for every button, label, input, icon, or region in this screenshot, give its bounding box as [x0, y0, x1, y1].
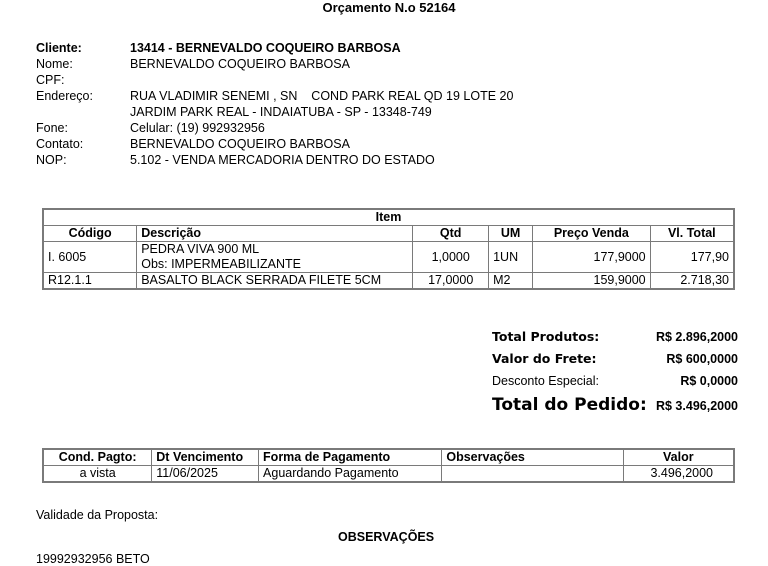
cliente-value: 13414 - BERNEVALDO COQUEIRO BARBOSA — [130, 41, 401, 55]
fone-value: Celular: (19) 992932956 — [130, 121, 265, 135]
col-preco: Preço Venda — [533, 226, 651, 242]
item-descricao: BASALTO BLACK SERRADA FILETE 5CM — [137, 273, 413, 290]
item-qtd: 17,0000 — [413, 273, 489, 290]
totals-block — [492, 326, 738, 419]
client-row — [36, 40, 513, 56]
payment-table — [42, 448, 735, 483]
col-forma-pagamento: Forma de Pagamento — [259, 449, 442, 466]
nome-value: BERNEVALDO COQUEIRO BARBOSA — [130, 57, 350, 71]
item-descricao-text: PEDRA VIVA 900 ML — [141, 242, 260, 256]
client-info — [36, 40, 513, 168]
nop-row — [36, 152, 513, 168]
observacoes-title: OBSERVAÇÕES — [338, 530, 435, 544]
total-pedido-row — [492, 392, 738, 419]
endereco-line1: RUA VLADIMIR SENEMI , SN COND PARK REAL QD 19 LOTE 20 — [130, 89, 514, 103]
nop-value: 5.102 - VENDA MERCADORIA DENTRO DO ESTADO — [130, 153, 435, 167]
frete-label: Valor do Frete: — [492, 351, 597, 366]
cliente-label: Cliente: — [36, 41, 82, 55]
nome-label: Nome: — [36, 57, 73, 71]
desconto-row — [492, 370, 738, 392]
col-total: Vl. Total — [650, 226, 734, 242]
cpf-value — [130, 72, 513, 88]
endereco-label: Endereço: — [36, 89, 93, 103]
validade-label: Validade da Proposta: — [36, 508, 159, 522]
table-row — [43, 466, 734, 483]
total-pedido-label: Total do Pedido: — [492, 395, 647, 415]
cpf-row — [36, 72, 513, 88]
page-title: Orçamento N.o 52164 — [322, 0, 456, 15]
endereco-row — [36, 88, 513, 120]
observacoes-text: 19992932956 BETO — [36, 552, 150, 566]
item-preco: 177,9000 — [533, 242, 651, 273]
col-cond-pagto: Cond. Pagto: — [43, 449, 152, 466]
total-produtos-row — [492, 326, 738, 348]
item-um: 1UN — [489, 242, 533, 273]
desconto-value: R$ 0,0000 — [680, 374, 738, 388]
col-vencimento: Dt Vencimento — [152, 449, 259, 466]
col-descricao: Descrição — [137, 226, 413, 242]
nome-row — [36, 56, 513, 72]
col-qtd: Qtd — [413, 226, 489, 242]
fone-label: Fone: — [36, 121, 68, 135]
col-codigo: Código — [43, 226, 137, 242]
items-table — [42, 208, 735, 290]
col-um: UM — [489, 226, 533, 242]
contato-row — [36, 136, 513, 152]
frete-row — [492, 348, 738, 370]
frete-value: R$ 600,0000 — [666, 352, 738, 366]
item-qtd: 1,0000 — [413, 242, 489, 273]
pay-vencimento: 11/06/2025 — [152, 466, 259, 483]
payment-header-row — [43, 449, 734, 466]
endereco-line2: JARDIM PARK REAL - INDAIATUBA - SP - 13348-749 — [130, 105, 432, 119]
fone-row — [36, 120, 513, 136]
cpf-label: CPF: — [36, 73, 65, 87]
item-obs-text: Obs: IMPERMEABILIZANTE — [141, 257, 301, 271]
pay-forma: Aguardando Pagamento — [259, 466, 442, 483]
items-group-header-row — [43, 209, 734, 226]
item-total: 2.718,30 — [650, 273, 734, 290]
item-um: M2 — [489, 273, 533, 290]
col-observacoes: Observações — [442, 449, 623, 466]
table-row — [43, 273, 734, 290]
total-pedido-value: R$ 3.496,2000 — [655, 399, 738, 413]
contato-label: Contato: — [36, 137, 84, 151]
col-valor: Valor — [623, 449, 734, 466]
item-codigo: R12.1.1 — [43, 273, 137, 290]
contato-value: BERNEVALDO COQUEIRO BARBOSA — [130, 137, 350, 151]
total-produtos-label: Total Produtos: — [492, 329, 600, 344]
desconto-label: Desconto Especial: — [492, 374, 600, 388]
nop-label: NOP: — [36, 153, 67, 167]
item-total: 177,90 — [650, 242, 734, 273]
endereco-value — [130, 88, 513, 120]
item-descricao — [137, 242, 413, 273]
item-codigo: I. 6005 — [43, 242, 137, 273]
table-row — [43, 242, 734, 273]
total-produtos-value: R$ 2.896,2000 — [655, 330, 738, 344]
items-group-header: Item — [43, 209, 734, 226]
pay-obs — [442, 466, 623, 483]
pay-valor: 3.496,2000 — [623, 466, 734, 483]
items-header-row — [43, 226, 734, 242]
item-preco: 159,9000 — [533, 273, 651, 290]
pay-cond: a vista — [43, 466, 152, 483]
